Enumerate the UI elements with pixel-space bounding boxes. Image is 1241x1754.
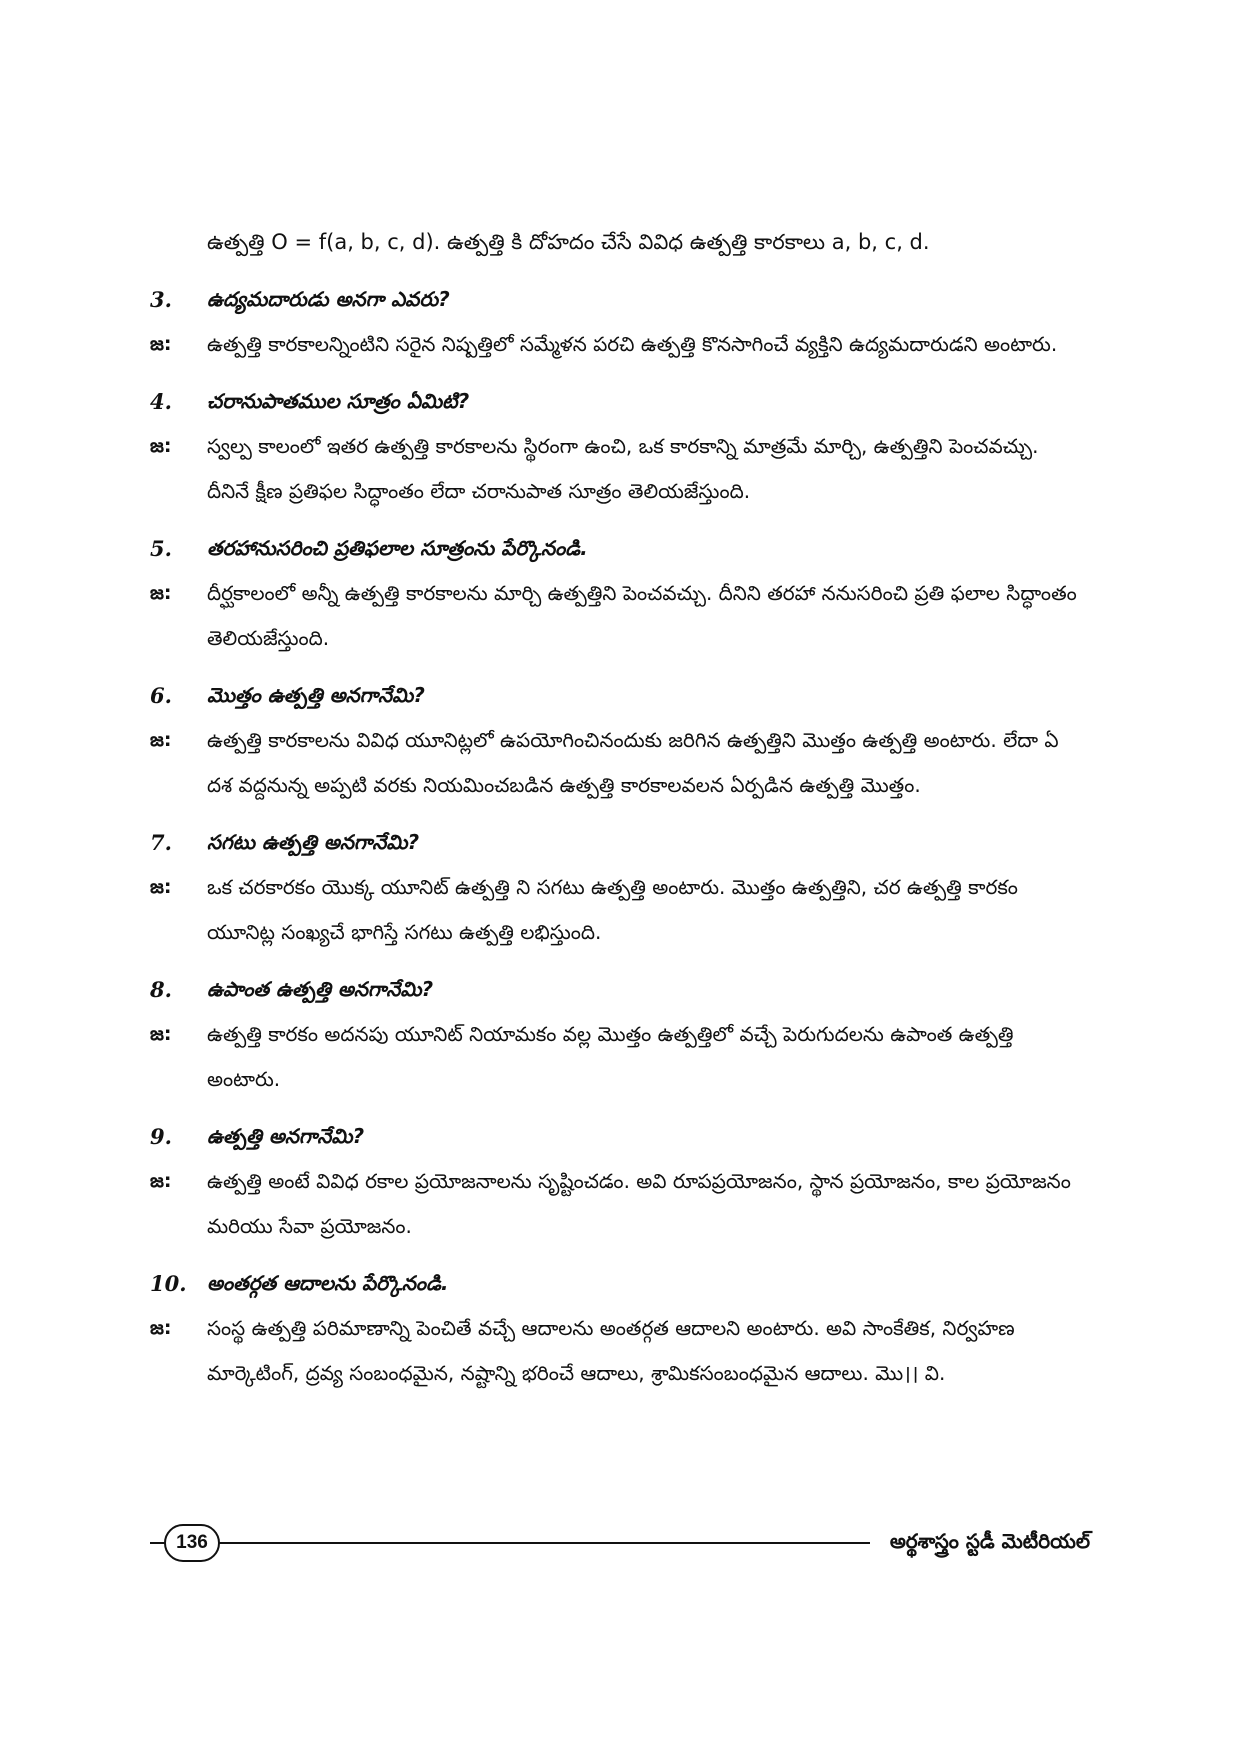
answer-text: ఉత్పత్తి కారకాలన్నింటిని సరైన నిష్పత్తిలో సమ్మేళన పరచి ఉత్పత్తి కొనసాగించే వ్యక్తిని ఉద్యమదారుడని అంటారు. [207, 332, 1058, 356]
book-title: అర్థశాస్త్రం స్టడీ మెటీరియల్ [889, 1529, 1090, 1553]
qa-item-9 [150, 1114, 1085, 1249]
answer-label: జ: [150, 435, 172, 457]
question-number: 8. [150, 977, 172, 1002]
question-number: 10. [150, 1271, 187, 1296]
answer-text: దీర్ఘకాలంలో అన్నీ ఉత్పత్తి కారకాలను మార్చి ఉత్పత్తిని పెంచవచ్చు. దీనిని తరహా ననుసరించి ప్రతి ఫలాల సిద్ధాంతం తెలియజేస్తుంది. [207, 581, 1077, 650]
question-text: అంతర్గత ఆదాలను పేర్కొనండి. [207, 1271, 449, 1295]
question-number: 4. [150, 389, 172, 414]
answer-label: జ: [150, 582, 172, 604]
qa-item-6 [150, 673, 1085, 808]
qa-item-3 [150, 277, 1085, 367]
qa-item-8 [150, 967, 1085, 1102]
answer-text: స్వల్ప కాలంలో ఇతర ఉత్పత్తి కారకాలను స్థిరంగా ఉంచి, ఒక కారకాన్ని మాత్రమే మార్చి, ఉత్పత్తిని పెంచవచ్చు. దీనినే క్షీణ ప్రతిఫల సిద్ధాంతం లేదా చరానుపాత సూత్రం తెలియజేస్తుంది. [207, 434, 1039, 503]
answer-label: జ: [150, 1170, 172, 1192]
intro-line: ఉత్పత్తి O = f(a, b, c, d). ఉత్పత్తి కి దోహదం చేసే వివిధ ఉత్పత్తి కారకాలు a, b, c, d. [207, 230, 930, 254]
question-text: తరహానుసరించి ప్రతిఫలాల సూత్రంను పేర్కొనండి. [207, 536, 588, 560]
question-number: 5. [150, 536, 172, 561]
answer-text: ఉత్పత్తి కారకాలను వివిధ యూనిట్లలో ఉపయోగించినందుకు జరిగిన ఉత్పత్తిని మొత్తం ఉత్పత్తి అంటారు. లేదా ఏ దశ వద్దనున్న అప్పటి వరకు నియమించబడిన ఉత్పత్తి కారకాలవలన ఏర్పడిన ఉత్పత్తి మొత్తం. [207, 728, 1059, 797]
question-text: ఉద్యమదారుడు అనగా ఎవరు? [207, 287, 450, 311]
answer-label: జ: [150, 729, 172, 751]
question-text: చరానుపాతముల సూత్రం ఏమిటి? [207, 389, 470, 413]
question-text: ఉత్పత్తి అనగానేమి? [207, 1124, 365, 1148]
answer-text: ఉత్పత్తి కారకం అదనపు యూనిట్ నియామకం వల్ల మొత్తం ఉత్పత్తిలో వచ్చే పెరుగుదలను ఉపాంత ఉత్పత్తి అంటారు. [207, 1022, 1014, 1091]
answer-label: జ: [150, 876, 172, 898]
qa-item-10 [150, 1261, 1085, 1396]
answer-text: ఒక చరకారకం యొక్క యూనిట్ ఉత్పత్తి ని సగటు ఉత్పత్తి అంటారు. మొత్తం ఉత్పత్తిని, చర ఉత్పత్తి కారకం యూనిట్ల సంఖ్యచే భాగిస్తే సగటు ఉత్పత్తి లభిస్తుంది. [207, 875, 1018, 944]
question-number: 7. [150, 830, 172, 855]
question-number: 9. [150, 1124, 172, 1149]
footer-rule [150, 1542, 870, 1544]
answer-text: ఉత్పత్తి అంటే వివిధ రకాల ప్రయోజనాలను సృష్టించడం. అవి రూపప్రయోజనం, స్థాన ప్రయోజనం, కాల ప్రయోజనం మరియు సేవా ప్రయోజనం. [207, 1169, 1071, 1238]
answer-label: జ: [150, 1317, 172, 1339]
page-content [150, 220, 1085, 1396]
answer-text: సంస్థ ఉత్పత్తి పరిమాణాన్ని పెంచితే వచ్చే ఆదాలను అంతర్గత ఆదాలని అంటారు. అవి సాంకేతిక, నిర్వహణ మార్కెటింగ్, ద్రవ్య సంబంధమైన, నష్టాన్ని భరించే ఆదాలు, శ్రామికసంబంధమైన ఆదాలు. మొ।। వి. [207, 1316, 1015, 1385]
answer-label: జ: [150, 333, 172, 355]
qa-item-7 [150, 820, 1085, 955]
answer-label: జ: [150, 1023, 172, 1045]
qa-item-5 [150, 526, 1085, 661]
page-footer [150, 1522, 1090, 1564]
question-number: 3. [150, 287, 172, 312]
question-text: ఉపాంత ఉత్పత్తి అనగానేమి? [207, 977, 434, 1001]
question-text: సగటు ఉత్పత్తి అనగానేమి? [207, 830, 420, 854]
qa-item-4 [150, 379, 1085, 514]
page-number: 136 [164, 1524, 220, 1562]
question-number: 6. [150, 683, 172, 708]
question-text: మొత్తం ఉత్పత్తి అనగానేమి? [207, 683, 425, 707]
